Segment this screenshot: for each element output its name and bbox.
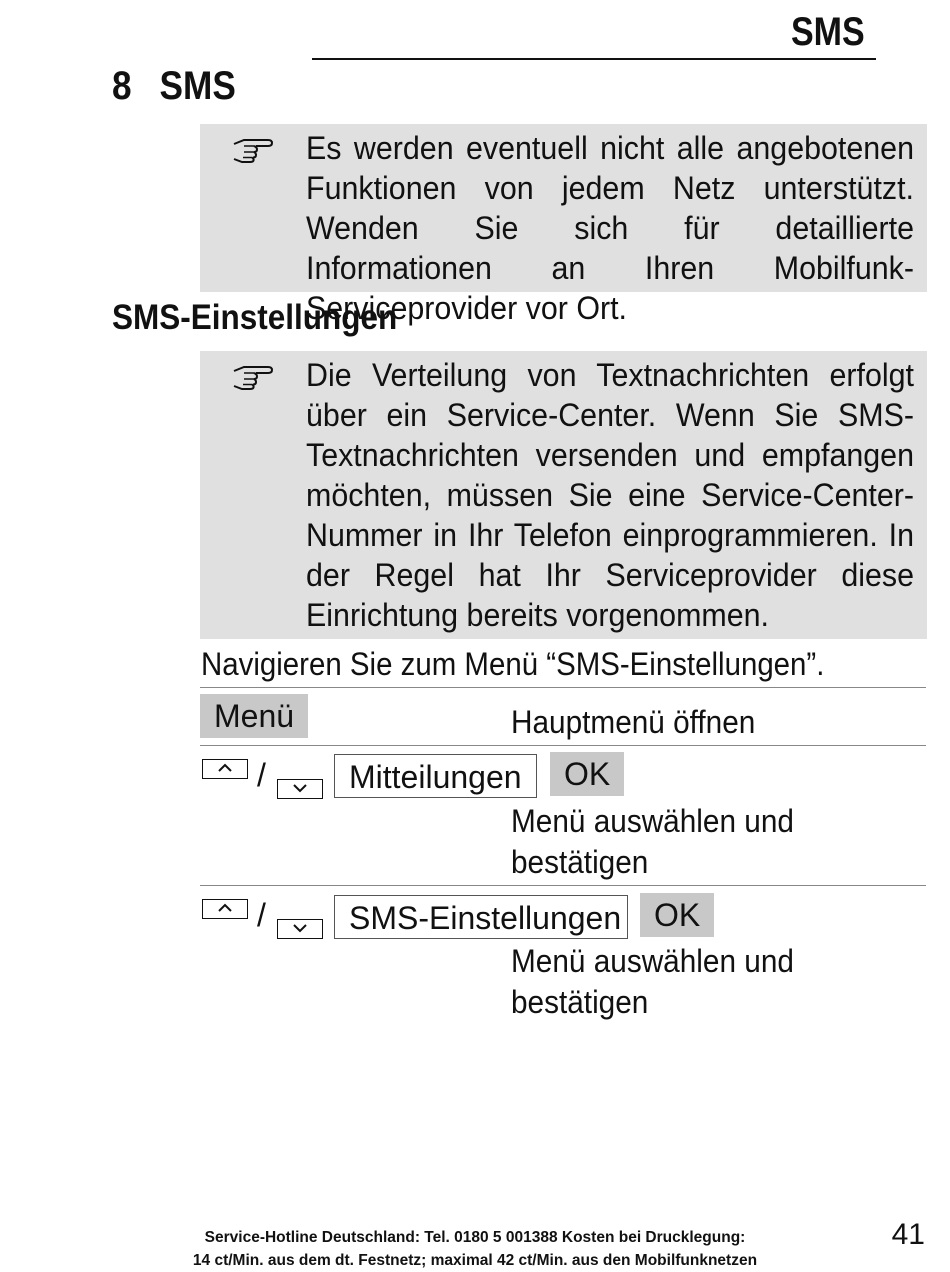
step-description: Menü auswählen und <box>511 803 794 839</box>
note-text: Die Verteilung von Textnachrichten erfolgt über ein Service-Center. Wenn Sie SMS-Textnachrichten versenden und empfangen möchten, müssen Sie eine Service-Center-Nummer in Ihr Telefon einprogrammieren. In der Regel hat Ihr Serviceprovider diese Einrichtung bereits vorgenommen. <box>306 357 914 633</box>
running-header-title: SMS <box>791 10 865 54</box>
intro-text: Navigieren Sie zum Menü “SMS-Einstellungen”. <box>201 646 825 682</box>
step-description: Hauptmenü öffnen <box>511 704 756 740</box>
nav-down-key[interactable] <box>277 779 323 799</box>
footer <box>0 1226 950 1272</box>
step-description: bestätigen <box>511 984 649 1020</box>
nav-up-key[interactable] <box>202 759 248 779</box>
chevron-up-icon <box>217 762 233 774</box>
pointing-hand-icon <box>230 361 274 391</box>
slash-separator: / <box>257 757 266 793</box>
menu-item-mitteilungen[interactable]: Mitteilungen <box>334 754 537 798</box>
step-divider <box>200 687 926 688</box>
note-box <box>200 351 927 639</box>
step-divider <box>200 745 926 746</box>
footer-line: 14 ct/Min. aus dem dt. Festnetz; maximal 42 ct/Min. aus den Mobilfunknetzen <box>192 1252 758 1269</box>
slash-separator: / <box>257 897 266 933</box>
chevron-down-icon <box>292 922 308 934</box>
nav-down-key[interactable] <box>277 919 323 939</box>
pointing-hand-icon <box>230 134 274 164</box>
chevron-up-icon <box>217 902 233 914</box>
page-number: 41 <box>891 1218 925 1251</box>
menu-item-sms-einstellungen[interactable]: SMS-Einstellungen <box>334 895 628 939</box>
section-heading: SMS-Einstellungen <box>112 298 398 337</box>
chapter-title <box>112 64 236 109</box>
step-description: bestätigen <box>511 844 649 880</box>
note-text: Es werden eventuell nicht alle angebotenen Funktionen von jedem Netz unterstützt. Wenden Sie sich für detaillierte Informationen an Ihren Mobilfunk-Serviceprovider vor Ort. <box>306 130 914 326</box>
nav-up-key[interactable] <box>202 899 248 919</box>
chevron-down-icon <box>292 782 308 794</box>
step-description: Menü auswählen und <box>511 943 794 979</box>
note-box <box>200 124 927 326</box>
ok-softkey[interactable]: OK <box>640 893 714 937</box>
chapter-name: SMS <box>159 64 236 108</box>
ok-softkey[interactable]: OK <box>550 752 624 796</box>
chapter-number: 8 <box>112 64 132 108</box>
step-divider <box>200 885 926 886</box>
footer-line: Service-Hotline Deutschland: Tel. 0180 5 001388 Kosten bei Drucklegung: <box>204 1229 746 1246</box>
menu-softkey[interactable]: Menü <box>200 694 308 738</box>
header-rule <box>312 58 876 60</box>
